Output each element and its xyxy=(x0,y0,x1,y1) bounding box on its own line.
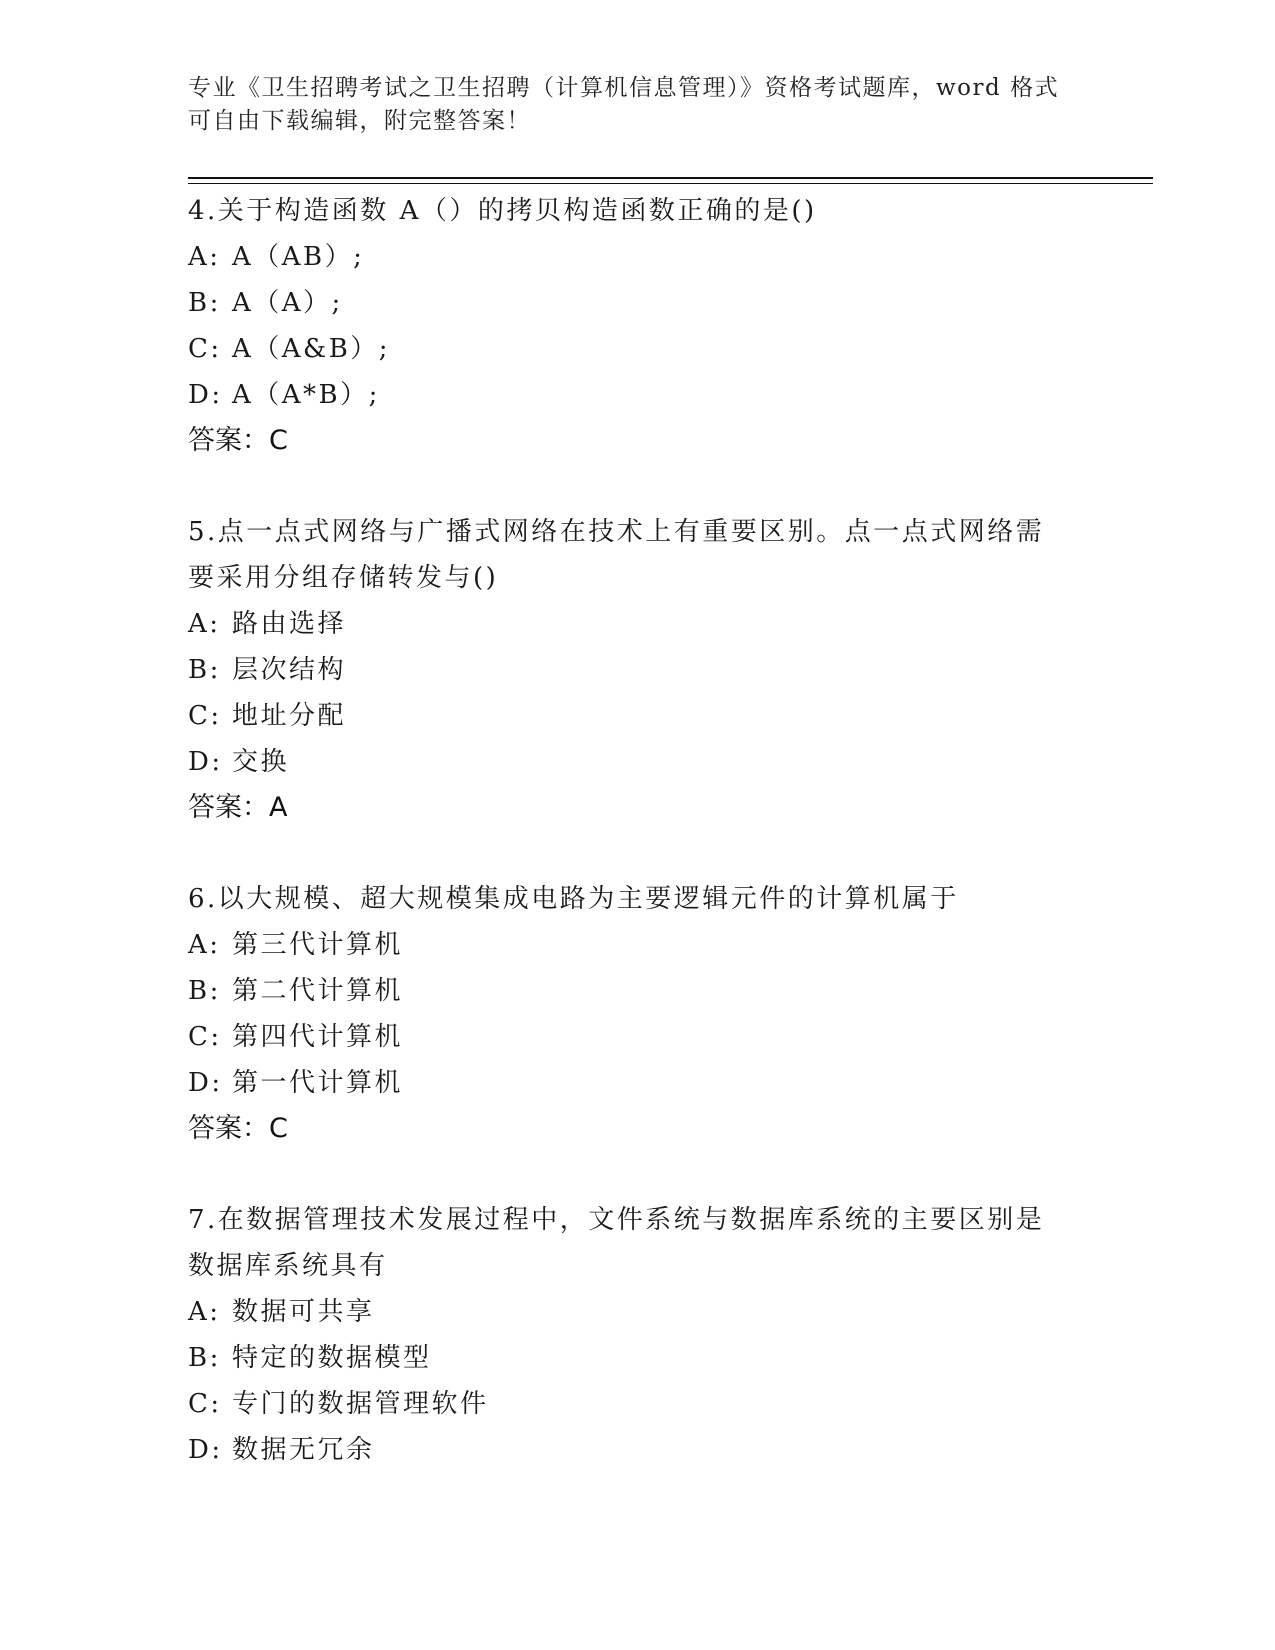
option-text: 数据可共享 xyxy=(232,1297,375,1327)
question-stem-line: 5.点一点式网络与广播式网络在技术上有重要区别。点一点式网络需 xyxy=(188,517,1045,547)
header-rule-thick xyxy=(188,177,1153,179)
option-key: B: xyxy=(188,655,221,685)
header-line-2: 可自由下载编辑，附完整答案！ xyxy=(188,108,531,134)
header-line-1: 专业《卫生招聘考试之卫生招聘（计算机信息管理）》资格考试题库，word 格式 xyxy=(188,75,1060,101)
option-key: B: xyxy=(188,288,221,318)
option-text: 数据无冗余 xyxy=(232,1435,375,1465)
option-text: 地址分配 xyxy=(232,701,347,731)
option-c xyxy=(188,1381,1068,1427)
answer-line: 答案：C xyxy=(188,425,288,456)
option-text: A（A&B）; xyxy=(232,334,391,364)
option-key: A: xyxy=(188,1297,221,1327)
document-header xyxy=(188,72,1068,138)
question-7 xyxy=(188,1197,1068,1473)
option-c xyxy=(188,693,1068,739)
option-key: C: xyxy=(188,1022,222,1052)
option-key: B: xyxy=(188,976,221,1006)
option-key: D: xyxy=(188,380,223,410)
option-text: 第四代计算机 xyxy=(232,1022,404,1052)
option-text: A（A*B）; xyxy=(232,380,380,410)
option-key: C: xyxy=(188,334,222,364)
option-a xyxy=(188,234,1068,280)
option-key: A: xyxy=(188,930,221,960)
option-text: 特定的数据模型 xyxy=(232,1343,432,1373)
option-b xyxy=(188,280,1068,326)
option-text: 第一代计算机 xyxy=(232,1068,404,1098)
question-5 xyxy=(188,509,1068,831)
question-6 xyxy=(188,876,1068,1152)
option-b xyxy=(188,647,1068,693)
option-d xyxy=(188,1060,1068,1106)
option-key: C: xyxy=(188,1389,222,1419)
option-text: A（AB）; xyxy=(232,242,365,272)
option-text: 路由选择 xyxy=(232,609,347,639)
option-d xyxy=(188,372,1068,418)
answer-line: 答案：A xyxy=(188,792,288,823)
option-b xyxy=(188,968,1068,1014)
question-stem-line: 要采用分组存储转发与() xyxy=(188,563,499,593)
option-key: D: xyxy=(188,1068,223,1098)
option-key: B: xyxy=(188,1343,221,1373)
option-d xyxy=(188,739,1068,785)
question-stem-line: 数据库系统具有 xyxy=(188,1251,388,1281)
header-rule-thin xyxy=(188,183,1153,184)
question-4 xyxy=(188,188,1068,464)
option-key: D: xyxy=(188,1435,223,1465)
option-text: 层次结构 xyxy=(232,655,347,685)
option-key: D: xyxy=(188,747,223,777)
option-a xyxy=(188,1289,1068,1335)
option-text: 交换 xyxy=(232,747,290,777)
option-a xyxy=(188,601,1068,647)
option-text: A（A）; xyxy=(232,288,343,318)
option-b xyxy=(188,1335,1068,1381)
question-stem-line: 4.关于构造函数 A（）的拷贝构造函数正确的是() xyxy=(188,196,817,226)
option-key: C: xyxy=(188,701,222,731)
option-d xyxy=(188,1427,1068,1473)
option-key: A: xyxy=(188,242,221,272)
question-stem-line: 7.在数据管理技术发展过程中，文件系统与数据库系统的主要区别是 xyxy=(188,1205,1045,1235)
option-text: 第二代计算机 xyxy=(232,976,404,1006)
option-a xyxy=(188,922,1068,968)
option-c xyxy=(188,1014,1068,1060)
option-text: 专门的数据管理软件 xyxy=(232,1389,489,1419)
option-text: 第三代计算机 xyxy=(232,930,404,960)
answer-line: 答案：C xyxy=(188,1113,288,1144)
question-list xyxy=(188,188,1068,1518)
question-stem-line: 6.以大规模、超大规模集成电路为主要逻辑元件的计算机属于 xyxy=(188,884,959,914)
option-c xyxy=(188,326,1068,372)
option-key: A: xyxy=(188,609,221,639)
